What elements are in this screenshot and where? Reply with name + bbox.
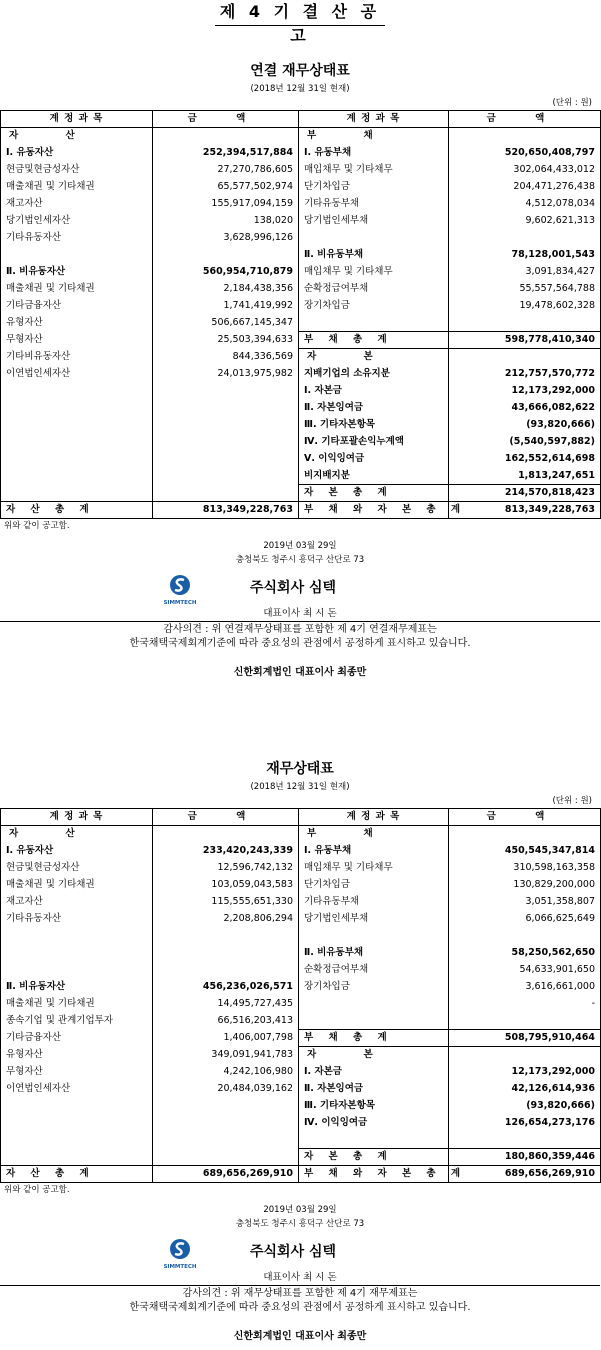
column-header: 금 액 [153,809,299,826]
table-row [1,485,601,502]
account-name: 부 채 총 계 [299,332,449,349]
amount [153,1149,299,1166]
account-name: 매출채권 및 기타채권 [1,179,153,196]
amount: 1,741,419,992 [153,298,299,315]
account-name: 현금및현금성자산 [1,162,153,179]
account-name: 기타유동부채 [304,896,360,907]
table-row [1,213,601,230]
amount: 25,503,394,633 [153,332,299,349]
account-name [299,1132,449,1149]
amount [153,383,299,400]
company-address: 충청북도 청주시 흥덕구 산단로 73 [235,1219,365,1229]
table-row [1,826,601,843]
amount: (93,820,666) [449,417,601,434]
total-label: 부 채 와 자 본 총 계 [299,1166,449,1183]
amount: 6,066,625,649 [449,911,601,928]
amount [153,400,299,417]
account-name: 매입채무 및 기타채무 [304,862,393,873]
amount: 12,173,292,000 [449,1064,601,1081]
account-name: Ⅰ. 유동부채 [304,845,352,856]
audit-opinion-line2: 한국채택국제회계기준에 따라 중요성의 관점에서 공정하게 표시하고 있습니다. [129,1302,471,1313]
consolidated-date: (2018년 12월 31일 현재) [250,84,350,94]
table-row [1,451,601,468]
account-name: Ⅳ. 이익잉여금 [304,1117,368,1128]
account-name: 기타유동부채 [304,198,360,209]
account-name: Ⅰ. 유동자산 [1,843,153,860]
account-name: 매출채권 및 기타채권 [1,281,153,298]
total-amount: 689,656,269,910 [449,1166,601,1183]
table-row [1,1081,601,1098]
amount: 130,829,200,000 [449,877,601,894]
account-name [1,945,153,962]
account-name: 부 채 [307,828,395,840]
table-row [1,247,601,264]
account-name: 유형자산 [1,1047,153,1064]
amount: 55,557,564,788 [449,281,601,298]
account-name [1,383,153,400]
amount: 252,394,517,884 [153,145,299,162]
account-name: 순확정급여부채 [304,283,369,294]
table-row [1,417,601,434]
amount: 520,650,408,797 [449,145,601,162]
account-name: 당기법인세자산 [1,213,153,230]
table-row [1,877,601,894]
audit-opinion-line1: 감사의견 : 위 재무상태표를 포함한 제 4기 재무제표는 [0,1285,600,1300]
account-name: 매입채무 및 기타채무 [304,266,393,277]
account-name: 기타유동자산 [1,911,153,928]
amount: 155,917,094,159 [153,196,299,213]
ceo-name: 대표이사 최 시 돈 [263,608,337,619]
separate-title: 재무상태표 [266,761,334,777]
amount: 204,471,276,438 [449,179,601,196]
amount: (93,820,666) [449,1098,601,1115]
amount: 506,667,145,347 [153,315,299,332]
simmtech-logo-icon [160,1237,200,1271]
table-row [1,860,601,877]
amount [153,417,299,434]
amount [449,1047,601,1064]
account-name [1,247,153,264]
account-name [1,1115,153,1132]
auditor-name: 신한회계법인 대표이사 최종만 [233,1331,367,1342]
account-name [1,417,153,434]
amount: 180,860,359,446 [449,1149,601,1166]
amount [153,451,299,468]
account-name: 비지배지분 [304,469,350,481]
audit-opinion-line1: 감사의견 : 위 연결재무상태표를 포함한 제 4기 연결재무제표는 [0,621,600,636]
table-row [1,1115,601,1132]
amount [153,128,299,145]
table-row [1,1064,601,1081]
account-name [1,1149,153,1166]
table-row [1,1149,601,1166]
total-amount: 813,349,228,763 [449,502,601,519]
amount: - [449,996,601,1013]
amount: 12,173,292,000 [449,383,601,400]
column-header: 금 액 [449,809,601,826]
amount: 1,406,007,798 [153,1030,299,1047]
account-name: 당기법인세부채 [304,215,369,226]
total-amount: 689,656,269,910 [153,1166,299,1183]
column-header: 계 정 과 목 [299,111,449,128]
amount: 42,126,614,936 [449,1081,601,1098]
amount: 162,552,614,698 [449,451,601,468]
amount: 2,184,438,356 [153,281,299,298]
company-block [0,1237,600,1271]
separate-table [0,808,601,1183]
table-row [1,962,601,979]
table-row [1,230,601,247]
amount: 66,516,203,413 [153,1013,299,1030]
amount: 9,602,621,313 [449,213,601,230]
account-name: 기타금융자산 [1,298,153,315]
separate-unit: (단위 : 원) [552,796,592,806]
total-label: 자 산 총 계 [1,502,153,519]
account-name: 기타금융자산 [1,1030,153,1047]
column-header: 계 정 과 목 [1,111,153,128]
amount: 138,020 [153,213,299,230]
amount [153,485,299,502]
sign-date: 2019년 03월 29일 [263,541,337,551]
table-row [1,196,601,213]
account-name: 유형자산 [1,315,153,332]
table-row [1,332,601,349]
amount [153,945,299,962]
auditor-name: 신한회계법인 대표이사 최종만 [233,667,367,678]
amount: 12,596,742,132 [153,860,299,877]
table-row [1,928,601,945]
amount [153,468,299,485]
amount: 3,091,834,427 [449,264,601,281]
account-name: 기타비유동자산 [1,349,153,366]
total-label: 자 산 총 계 [1,1166,153,1183]
column-header: 금 액 [153,111,299,128]
table-row [1,843,601,860]
account-name: 매출채권 및 기타채권 [1,996,153,1013]
company-address: 충청북도 청주시 흥덕구 산단로 73 [235,555,365,565]
amount: 19,478,602,328 [449,298,601,315]
account-name: 매입채무 및 기타채무 [304,164,393,175]
account-name: 무형자산 [1,1064,153,1081]
company-name: 주식회사 심텍 [250,1244,337,1260]
table-row [1,349,601,366]
account-name: 이연법인세자산 [1,1081,153,1098]
amount: 4,512,078,034 [449,196,601,213]
amount [153,1132,299,1149]
amount: 212,757,570,772 [449,366,601,383]
amount: 126,654,273,176 [449,1115,601,1132]
simmtech-logo-icon [160,573,200,607]
amount: 598,778,410,340 [449,332,601,349]
account-name [299,230,449,247]
account-name: 당기법인세부채 [304,913,369,924]
amount [449,349,601,366]
table-row [1,894,601,911]
amount [449,1013,601,1030]
amount: 233,420,243,339 [153,843,299,860]
amount: 24,013,975,982 [153,366,299,383]
amount [449,1132,601,1149]
amount: 214,570,818,423 [449,485,601,502]
logo-text: SIMMTECH [163,1264,197,1270]
table-header [1,809,601,826]
account-name: 자 본 [299,1047,449,1064]
amount [449,315,601,332]
separate-date: (2018년 12월 31일 현재) [250,782,350,792]
account-name [1,928,153,945]
consolidated-title: 연결 재무상태표 [250,63,350,79]
account-name: 자 산 [1,826,153,843]
amount: 65,577,502,974 [153,179,299,196]
amount: 3,616,661,000 [449,979,601,996]
table-row [1,1013,601,1030]
account-name [1,468,153,485]
total-amount: 813,349,228,763 [153,502,299,519]
amount [449,230,601,247]
amount: 1,813,247,651 [449,468,601,485]
page-title: 제 4 기 결 산 공 고 [215,0,385,26]
account-name: Ⅰ. 유동자산 [1,145,153,162]
total-row [1,502,601,519]
amount: 43,666,082,622 [449,400,601,417]
total-row [1,1166,601,1183]
table-row [1,1047,601,1064]
amount: 54,633,901,650 [449,962,601,979]
account-name [299,315,449,332]
account-name [1,434,153,451]
amount: 844,336,569 [153,349,299,366]
table-row [1,298,601,315]
account-name: 부 채 총 계 [299,1030,449,1047]
column-header: 계 정 과 목 [299,809,449,826]
table-row [1,434,601,451]
account-name: 자 본 총 계 [299,1149,449,1166]
account-name: Ⅰ. 자본금 [304,1066,342,1077]
account-name: Ⅱ. 비유동자산 [1,264,153,281]
amount [449,128,601,145]
account-name: 단기차입금 [304,181,350,192]
column-header: 금 액 [449,111,601,128]
table-row [1,1030,601,1047]
table-row [1,128,601,145]
amount: (5,540,597,882) [449,434,601,451]
table-row [1,979,601,996]
account-name: 이연법인세자산 [1,366,153,383]
amount [153,962,299,979]
account-name: Ⅳ. 기타포괄손익누계액 [304,436,404,447]
account-name: Ⅰ. 유동부채 [304,147,352,158]
table-row [1,315,601,332]
table-row [1,145,601,162]
logo-text: SIMMTECH [163,600,197,606]
separate-statement [0,758,600,1344]
account-name: 매출채권 및 기타채권 [1,877,153,894]
ceo-name: 대표이사 최 시 돈 [263,1272,337,1283]
amount: 20,484,039,162 [153,1081,299,1098]
account-name [299,1013,449,1030]
notice-text: 위와 같이 공고함. [4,1185,70,1195]
amount: 58,250,562,650 [449,945,601,962]
table-row [1,945,601,962]
account-name [1,962,153,979]
amount: 4,242,106,980 [153,1064,299,1081]
notice-text: 위와 같이 공고함. [4,521,70,531]
table-row [1,366,601,383]
account-name [1,485,153,502]
amount: 3,051,358,807 [449,894,601,911]
amount [153,1115,299,1132]
account-name [299,928,449,945]
account-name [1,400,153,417]
column-header: 계 정 과 목 [1,809,153,826]
account-name: Ⅱ. 자본잉여금 [304,1083,364,1094]
amount: 115,555,651,330 [153,894,299,911]
account-name: 지배기업의 소유지분 [304,368,390,379]
amount: 349,091,941,783 [153,1047,299,1064]
account-name: Ⅴ. 이익잉여금 [304,453,365,464]
table-row [1,1132,601,1149]
account-name [1,1132,153,1149]
amount [153,826,299,843]
account-name: Ⅲ. 기타자본항목 [304,419,375,430]
account-name: 장기차입금 [304,981,350,992]
account-name: 순확정급여부채 [304,964,369,975]
sign-date: 2019년 03월 29일 [263,1205,337,1215]
consolidated-unit: (단위 : 원) [552,98,592,108]
account-name: 종속기업 및 관계기업투자 [1,1013,153,1030]
amount [153,247,299,264]
amount: 78,128,001,543 [449,247,601,264]
account-name [1,451,153,468]
account-name: Ⅱ. 비유동부채 [304,947,364,958]
table-row [1,1098,601,1115]
amount [153,1098,299,1115]
company-name: 주식회사 심텍 [250,580,337,596]
account-name: 자 본 [299,349,449,366]
table-row [1,281,601,298]
account-name: 재고자산 [1,196,153,213]
account-name: 현금및현금성자산 [1,860,153,877]
amount: 302,064,433,012 [449,162,601,179]
account-name: 무형자산 [1,332,153,349]
account-name: 재고자산 [1,894,153,911]
amount: 450,545,347,814 [449,843,601,860]
table-header [1,111,601,128]
account-name: 부 채 [307,130,395,142]
account-name: Ⅱ. 자본잉여금 [304,402,364,413]
table-row [1,468,601,485]
account-name: Ⅰ. 자본금 [304,385,342,396]
table-row [1,162,601,179]
account-name: Ⅱ. 비유동자산 [1,979,153,996]
audit-opinion-line2: 한국채택국제회계기준에 따라 중요성의 관점에서 공정하게 표시하고 있습니다. [129,638,471,649]
table-row [1,264,601,281]
amount: 560,954,710,879 [153,264,299,281]
table-row [1,400,601,417]
amount [153,434,299,451]
amount [449,826,601,843]
amount: 310,598,163,358 [449,860,601,877]
account-name: Ⅲ. 기타자본항목 [304,1100,375,1111]
amount: 2,208,806,294 [153,911,299,928]
account-name: 단기차입금 [304,879,350,890]
total-label: 부 채 와 자 본 총 계 [299,502,449,519]
account-name: 장기차입금 [304,300,350,311]
account-name [1,1098,153,1115]
account-name [299,996,449,1013]
account-name: 기타유동자산 [1,230,153,247]
amount: 14,495,727,435 [153,996,299,1013]
amount [449,928,601,945]
account-name: 자 산 [1,128,153,145]
table-row [1,179,601,196]
amount [153,928,299,945]
table-row [1,996,601,1013]
company-block [0,573,600,607]
amount: 27,270,786,605 [153,162,299,179]
amount: 456,236,026,571 [153,979,299,996]
amount: 508,795,910,464 [449,1030,601,1047]
table-row [1,911,601,928]
consolidated-table [0,110,601,519]
amount: 103,059,043,583 [153,877,299,894]
amount: 3,628,996,126 [153,230,299,247]
table-row [1,383,601,400]
account-name: Ⅱ. 비유동부채 [304,249,364,260]
account-name: 자 본 총 계 [299,485,449,502]
consolidated-statement [0,60,600,680]
